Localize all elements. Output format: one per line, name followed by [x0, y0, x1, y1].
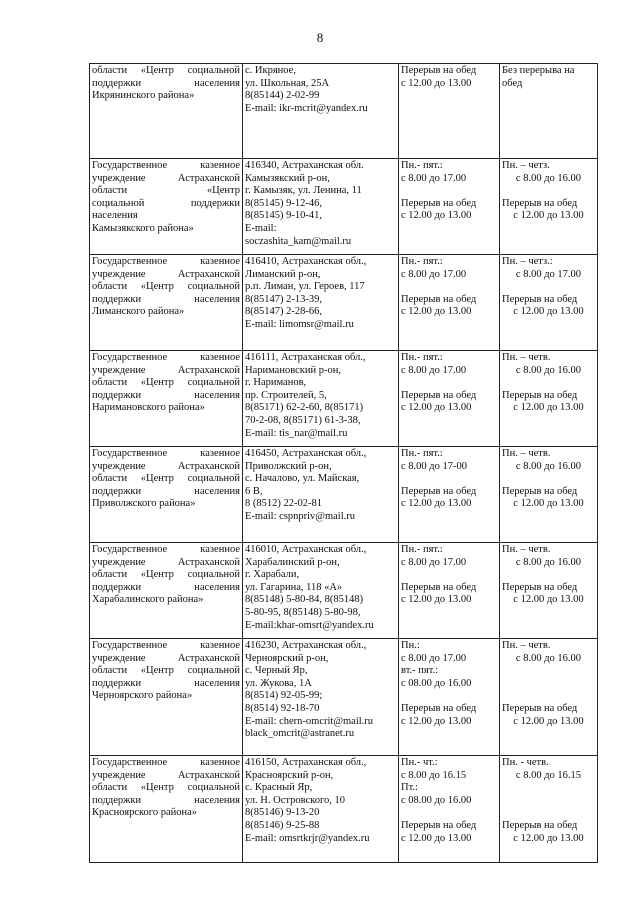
- address-line: 8(8514) 92-18-70: [245, 702, 320, 714]
- address-line: Харабалинский р-он,: [245, 556, 340, 568]
- hours-line: [502, 377, 595, 390]
- org-line: Государственное казенное: [92, 757, 240, 768]
- hours-line: Пн.- чт.:: [401, 757, 438, 768]
- table-row: [90, 756, 598, 863]
- table-row: [90, 64, 598, 159]
- weekday-hours-cell: [399, 447, 500, 543]
- address-line: г. Камызяк, ул. Ленина, 11: [245, 185, 362, 197]
- weekday-hours-cell: [399, 543, 500, 639]
- hours-line: Перерыв на обед: [401, 702, 477, 714]
- org-line: области «Центр социальной: [92, 569, 240, 581]
- hours-line: с 8.00 до 16.15: [401, 769, 467, 781]
- table-row: [90, 159, 598, 255]
- hours-line: Пн.- пят.:: [401, 448, 443, 459]
- hours-line: Перерыв на обед: [502, 197, 578, 209]
- hours-line: с 12.00 до 13.00: [401, 402, 472, 414]
- hours-line: с 8.00 до 16.15: [515, 769, 582, 781]
- address-line: 5-80-95, 8(85148) 5-80-98,: [245, 606, 361, 618]
- org-line: Государственное казенное: [92, 256, 240, 267]
- hours-line: [502, 807, 595, 820]
- alt-hours-cell: [500, 159, 598, 255]
- address-cell: [243, 756, 399, 863]
- hours-line: с 8.00 до 16.00: [515, 364, 582, 376]
- social-centers-table: [89, 63, 598, 863]
- table-row: [90, 639, 598, 756]
- hours-line: с 8.00 до 17.00: [401, 652, 467, 664]
- org-line: поддержки населения: [92, 293, 240, 305]
- org-line: области «Центр социальной: [92, 281, 240, 293]
- org-line: поддержки населения: [92, 77, 240, 89]
- hours-line: Перерыв на обед: [502, 702, 578, 714]
- address-line: 8(85146) 9-13-20: [245, 807, 320, 819]
- hours-line: Пн.- пят.:: [401, 256, 443, 267]
- org-line: поддержки населения: [92, 677, 240, 689]
- address-line: с. Красный Яр,: [245, 782, 313, 794]
- address-line: ул. Школьная, 25А: [245, 77, 330, 89]
- hours-line: [401, 473, 497, 486]
- address-line: 8(8514) 92-05-99;: [245, 690, 323, 702]
- address-line: Наримановский р-он,: [245, 364, 341, 376]
- alt-hours-cell: [500, 639, 598, 756]
- address-line: 8(85171) 62-2-60, 8(85171): [245, 402, 364, 414]
- hours-line: с 12.00 до 13.00: [513, 210, 584, 222]
- organization-cell: [90, 159, 243, 255]
- hours-line: [502, 185, 595, 198]
- hours-line: Перерыв на обед: [502, 581, 578, 593]
- address-line: E-mail: tis_nar@mail.ru: [245, 427, 348, 439]
- hours-line: Перерыв на обед: [502, 293, 578, 305]
- hours-line: [502, 665, 595, 678]
- hours-line: Пн. – четв.: [502, 448, 551, 459]
- org-line: области «Центр социальной: [92, 782, 240, 794]
- hours-line: с 8.00 до 17.00: [401, 364, 467, 376]
- address-line: г. Харабали,: [245, 569, 300, 581]
- hours-line: с 12.00 до 13.00: [401, 498, 472, 510]
- hours-line: с 12.00 до 13.00: [513, 715, 584, 727]
- weekday-hours-cell: [399, 64, 500, 159]
- org-line: Государственное казенное: [92, 160, 240, 171]
- address-line: 8(85144) 2-02-99: [245, 90, 320, 102]
- organization-cell: [90, 756, 243, 863]
- address-line: 416230, Астраханская обл.,: [245, 640, 367, 651]
- hours-line: Без перерыва на: [502, 65, 575, 76]
- address-line: E-mail:khar-omsrt@yandex.ru: [245, 619, 374, 631]
- hours-line: Пн. – четз.:: [502, 256, 553, 267]
- hours-line: [502, 795, 595, 808]
- address-cell: [243, 639, 399, 756]
- address-line: 70-2-08, 8(85171) 61-3-38,: [245, 414, 361, 426]
- hours-line: Пн.- пят.:: [401, 544, 443, 555]
- org-line: Черноярского района»: [92, 690, 193, 702]
- weekday-hours-cell: [399, 756, 500, 863]
- address-line: Черноярский р-он,: [245, 652, 329, 664]
- hours-line: с 8.00 до 17.00: [515, 268, 582, 280]
- hours-line: Пн. – четв.: [502, 352, 551, 363]
- org-line: учреждение Астраханской: [92, 652, 240, 664]
- address-line: с. Черный Яр,: [245, 665, 308, 677]
- address-line: ул. Гагарина, 118 «А»: [245, 581, 343, 593]
- address-line: 8(85146) 9-25-88: [245, 819, 320, 831]
- org-line: Государственное казенное: [92, 352, 240, 363]
- address-line: 8(85147) 2-28-66,: [245, 306, 322, 318]
- org-line: Государственное казенное: [92, 448, 240, 459]
- address-line: 6 В,: [245, 485, 263, 497]
- alt-hours-cell: [500, 543, 598, 639]
- hours-line: вт.- пят.:: [401, 665, 439, 677]
- hours-line: Пн. – четв.: [502, 640, 551, 651]
- org-line: Государственное казенное: [92, 640, 240, 651]
- hours-line: [502, 678, 595, 691]
- hours-line: [502, 473, 595, 486]
- hours-line: Перерыв на обед: [401, 485, 477, 497]
- hours-line: с 12.00 до 13.00: [401, 832, 472, 844]
- organization-cell: [90, 543, 243, 639]
- address-line: с. Икряное,: [245, 65, 296, 76]
- hours-line: с 08.00 до 16.00: [401, 677, 472, 689]
- address-line: 8 (8512) 22-02-81: [245, 498, 322, 510]
- hours-line: Пн. – четз.: [502, 160, 550, 171]
- address-line: E-mail: ikr-mcrit@yandex.ru: [245, 102, 368, 114]
- hours-line: с 12.00 до 13.00: [401, 715, 472, 727]
- hours-line: [502, 281, 595, 294]
- hours-line: [401, 569, 497, 582]
- org-line: области «Центр: [92, 185, 240, 197]
- org-line: Икрянинского района»: [92, 90, 195, 102]
- hours-line: [502, 690, 595, 703]
- hours-line: с 12.00 до 13.00: [513, 594, 584, 606]
- address-line: ул. Жукова, 1А: [245, 677, 312, 689]
- org-line: Наримановского района»: [92, 402, 205, 414]
- org-line: области «Центр социальной: [92, 65, 240, 76]
- hours-line: с 12.00 до 13.00: [513, 832, 584, 844]
- address-line: E-mail: omsrtkrjr@yandex.ru: [245, 832, 370, 844]
- alt-hours-cell: [500, 351, 598, 447]
- address-cell: [243, 447, 399, 543]
- hours-line: с 8.00 до 17-00: [401, 460, 467, 472]
- address-line: 8(85145) 9-10-41,: [245, 210, 322, 222]
- org-line: учреждение Астраханской: [92, 556, 240, 568]
- address-line: 8(85145) 9-12-46,: [245, 197, 322, 209]
- org-line: Харабалинского района»: [92, 594, 204, 606]
- address-line: 416111, Астраханская обл.,: [245, 352, 366, 363]
- alt-hours-cell: [500, 447, 598, 543]
- address-line: Лиманский р-он,: [245, 268, 321, 280]
- hours-line: Пн. - четв.: [502, 757, 549, 768]
- hours-line: с 12.00 до 13.00: [513, 498, 584, 510]
- address-cell: [243, 159, 399, 255]
- org-line: поддержки населения: [92, 485, 240, 497]
- hours-line: с 8.00 до 16.00: [515, 556, 582, 568]
- hours-line: с 12.00 до 13.00: [401, 77, 472, 89]
- address-line: 416450, Астраханская обл.,: [245, 448, 367, 459]
- org-line: Государственное казенное: [92, 544, 240, 555]
- hours-line: Перерыв на обед: [401, 65, 477, 76]
- address-line: 8(85147) 2-13-39,: [245, 293, 322, 305]
- hours-line: [401, 377, 497, 390]
- org-line: учреждение Астраханской: [92, 172, 240, 184]
- address-line: E-mail: limomsr@mail.ru: [245, 318, 354, 330]
- organization-cell: [90, 255, 243, 351]
- address-cell: [243, 543, 399, 639]
- address-line: Камызякский р-он,: [245, 172, 330, 184]
- hours-line: с 8.00 до 17.00: [401, 556, 467, 568]
- address-line: soczashita_kam@mail.ru: [245, 235, 352, 247]
- table-row: [90, 543, 598, 639]
- org-line: Приволжского района»: [92, 498, 196, 510]
- hours-line: с 12.00 до 13.00: [401, 306, 472, 318]
- address-line: 8(85148) 5-80-84, 8(85148): [245, 594, 364, 606]
- org-line: области «Центр социальной: [92, 473, 240, 485]
- org-line: социальной поддержки: [92, 197, 240, 209]
- address-line: ул. Н. Островского, 10: [245, 794, 345, 806]
- hours-line: обед: [502, 77, 523, 89]
- table-row: [90, 255, 598, 351]
- org-line: Красноярского района»: [92, 807, 198, 819]
- hours-line: с 8.00 до 16.00: [515, 460, 582, 472]
- hours-line: [401, 185, 497, 198]
- address-line: E-mail: chern-omcrit@mail.ru: [245, 715, 374, 727]
- hours-line: Пн.- пят.:: [401, 160, 443, 171]
- hours-line: Перерыв на обед: [401, 819, 477, 831]
- address-line: 416410, Астраханская обл.,: [245, 256, 367, 267]
- table-row: [90, 351, 598, 447]
- hours-line: с 12.00 до 13.00: [401, 594, 472, 606]
- table-body: [90, 64, 598, 863]
- hours-line: с 8.00 до 16.00: [515, 652, 582, 664]
- page-number: 8: [316, 30, 324, 45]
- hours-line: с 12.00 до 13.00: [513, 402, 584, 414]
- hours-line: Пт.:: [401, 782, 418, 794]
- table-row: [90, 447, 598, 543]
- org-line: поддержки населения: [92, 794, 240, 806]
- organization-cell: [90, 64, 243, 159]
- hours-line: Перерыв на обед: [401, 389, 477, 401]
- address-cell: [243, 255, 399, 351]
- alt-hours-cell: [500, 64, 598, 159]
- org-line: учреждение Астраханской: [92, 268, 240, 280]
- weekday-hours-cell: [399, 639, 500, 756]
- weekday-hours-cell: [399, 255, 500, 351]
- address-line: г. Нариманов,: [245, 377, 307, 389]
- alt-hours-cell: [500, 756, 598, 863]
- org-line: области «Центр социальной: [92, 377, 240, 389]
- hours-line: Перерыв на обед: [502, 389, 578, 401]
- address-line: E-mail: cspnpriv@mail.ru: [245, 510, 355, 522]
- hours-line: с 12.00 до 13.00: [513, 306, 584, 318]
- hours-line: Перерыв на обед: [502, 485, 578, 497]
- hours-line: [502, 569, 595, 582]
- alt-hours-cell: [500, 255, 598, 351]
- hours-line: Пн.- пят.:: [401, 352, 443, 363]
- hours-line: Перерыв на обед: [502, 819, 578, 831]
- hours-line: с 8.00 до 16.00: [515, 172, 582, 184]
- hours-line: с 08.00 до 16.00: [401, 794, 472, 806]
- org-line: учреждение Астраханской: [92, 460, 240, 472]
- address-line: Приволжский р-он,: [245, 460, 332, 472]
- address-cell: [243, 351, 399, 447]
- address-line: 416150, Астраханская обл.,: [245, 757, 367, 768]
- address-line: black_omcrit@astranet.ru: [245, 728, 355, 740]
- hours-line: Пн.:: [401, 640, 420, 651]
- org-line: поддержки населения: [92, 581, 240, 593]
- hours-line: с 8.00 до 17.00: [401, 172, 467, 184]
- address-line: 416340, Астраханская обл.: [245, 160, 364, 171]
- hours-line: Перерыв на обед: [401, 197, 477, 209]
- organization-cell: [90, 351, 243, 447]
- address-line: Красноярский р-он,: [245, 769, 334, 781]
- org-line: области «Центр социальной: [92, 665, 240, 677]
- weekday-hours-cell: [399, 159, 500, 255]
- organization-cell: [90, 639, 243, 756]
- address-line: E-mail:: [245, 222, 277, 234]
- org-line: Камызякского района»: [92, 222, 194, 234]
- hours-line: с 8.00 до 17.00: [401, 268, 467, 280]
- org-line: учреждение Астраханской: [92, 769, 240, 781]
- hours-line: Пн. – четв.: [502, 544, 551, 555]
- org-line: учреждение Астраханской: [92, 364, 240, 376]
- hours-line: [401, 281, 497, 294]
- hours-line: [401, 690, 497, 703]
- address-line: 416010, Астраханская обл.,: [245, 544, 367, 555]
- org-line: Лиманского района»: [92, 306, 185, 318]
- hours-line: [401, 807, 497, 820]
- address-line: с. Началово, ул. Майская,: [245, 473, 360, 485]
- organization-cell: [90, 447, 243, 543]
- weekday-hours-cell: [399, 351, 500, 447]
- hours-line: Перерыв на обед: [401, 581, 477, 593]
- hours-line: с 12.00 до 13.00: [401, 210, 472, 222]
- address-cell: [243, 64, 399, 159]
- address-line: р.п. Лиман, ул. Героев, 117: [245, 281, 365, 293]
- address-line: пр. Строителей, 5,: [245, 389, 327, 401]
- hours-line: [502, 782, 595, 795]
- org-line: поддержки населения: [92, 389, 240, 401]
- org-line: населения: [92, 210, 138, 222]
- hours-line: Перерыв на обед: [401, 293, 477, 305]
